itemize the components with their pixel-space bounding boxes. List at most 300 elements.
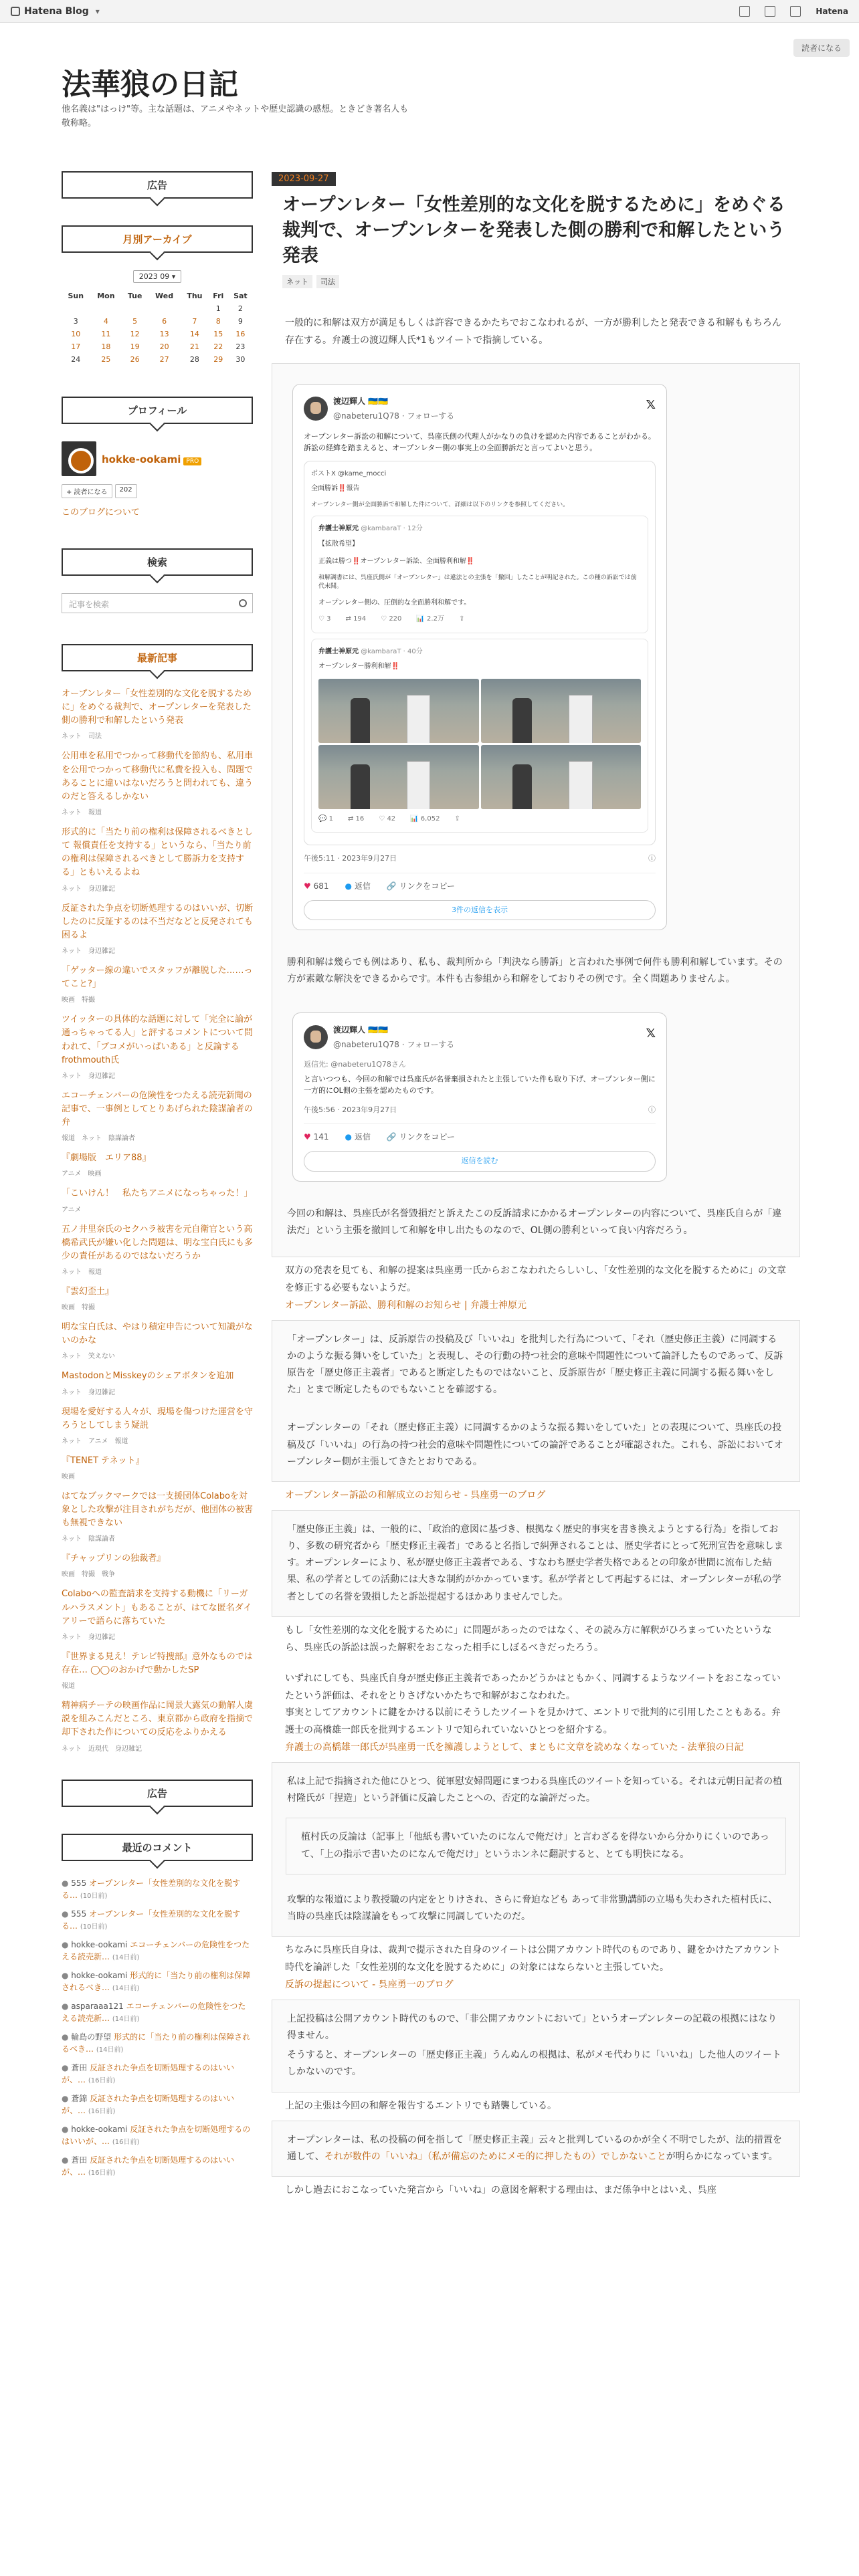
calendar-cell [228, 353, 253, 366]
commenter-name[interactable]: 蒼田 [71, 2155, 88, 2165]
commenter-name[interactable]: 蒼田 [71, 2062, 88, 2072]
calendar-day[interactable]: 17 [71, 342, 81, 351]
recent-entry-link[interactable]: MastodonとMisskeyのシェアボタンを追加 [62, 1371, 234, 1382]
x-logo-icon[interactable]: 𝕏 [646, 1026, 656, 1041]
nested-tweet[interactable] [311, 516, 648, 633]
edit-icon[interactable] [739, 6, 750, 17]
comment-item [62, 2092, 253, 2117]
calendar-cell [148, 315, 181, 328]
calendar-cell [122, 302, 148, 315]
comment-entry-link[interactable]: エコーチェンバーの危険性をつたえる読売新… [62, 2001, 246, 2023]
recent-entry-link[interactable]: 『雲幻歪土』 [62, 1286, 114, 1297]
commenter-name[interactable]: asparaaa121 [71, 2001, 124, 2011]
nested-line2: 和解調書には、呉座氏側が「オープンレター」は違法との主張を「撤回」したことが明記された。この種の訴訟では前代未聞。 [318, 574, 637, 591]
calendar-cell [122, 353, 148, 366]
calendar-cell [122, 340, 148, 353]
nested-share-icon[interactable]: ⇪ [458, 615, 465, 623]
quote-text: が明らかになっています。 [666, 2151, 778, 2162]
body-paragraph: いずれにしても、呉座氏自身が歴史修正主義者であったかどうかはともかく、同調するようなツイートをおこなっていたという評価は、それをとりさげないかたちで和解がおこなわれた。 [285, 1673, 781, 1701]
comment-entry-link[interactable]: 反証された争点を切断処理するのはいいが、… [62, 2093, 235, 2115]
calendar-day: 24 [71, 355, 81, 364]
commenter-name[interactable]: hokke-ookami [71, 2124, 128, 2134]
calendar-day[interactable]: 12 [130, 330, 140, 338]
brand-dropdown[interactable]: ▾ [95, 6, 100, 16]
hatena-blog-icon [11, 7, 20, 16]
commenter-icon: ● [62, 2155, 72, 2165]
profile-name[interactable]: hokke-ookami [102, 453, 181, 465]
archive-month-select[interactable]: 2023 09 ▾ [133, 270, 181, 283]
commenter-name[interactable]: 555 [71, 1909, 87, 1919]
comment-item [62, 2062, 253, 2086]
subscribe-small-button[interactable]: + 読者になる [62, 484, 112, 498]
source-link[interactable]: 反訴の提起について - 呉座勇一のブログ [285, 1979, 454, 1990]
comment-time: (14日前) [112, 2015, 140, 2023]
calendar-day[interactable]: 6 [162, 317, 167, 326]
blockquote [272, 1762, 800, 1937]
blog-description: 他名義は"はっけ"等。主な話題は、アニメやネットや歴史認識の感想。ときどき著名人も敬称略。 [62, 104, 409, 128]
calendar-weekday: Fri [213, 292, 224, 300]
heart-icon: ♥ [304, 881, 311, 891]
calendar-day[interactable]: 26 [130, 355, 140, 364]
calendar-day[interactable]: 14 [189, 330, 199, 338]
entry-title[interactable]: オープンレター「女性差別的な文化を脱するために」をめぐる裁判で、オープンレターを発表した側の勝利で和解したという発表 [282, 195, 785, 266]
blockquote [272, 2121, 800, 2177]
calendar-cell [181, 328, 209, 340]
calendar-cell [228, 328, 253, 340]
link-icon: 🔗 [386, 1132, 397, 1142]
calendar-weekday: Sun [68, 292, 84, 300]
calendar-cell [209, 302, 228, 315]
emphasized-text: それが数件の「いいね」（私が備忘のためにメモ的に押したもの）でしかないこと [324, 2151, 666, 2162]
calendar-weekday: Wed [155, 292, 174, 300]
recent-entry-categories[interactable]: アニメ 映画 [62, 1170, 102, 1178]
pro-badge: PRO [183, 457, 201, 465]
calendar-cell [90, 328, 122, 340]
calendar-day[interactable]: 7 [192, 317, 197, 326]
calendar-cell [90, 315, 122, 328]
sidebar [62, 171, 253, 2209]
recent-entry-categories[interactable]: ネット 笑えない [62, 1353, 115, 1361]
recent-entry-categories[interactable]: ネット 身辺雑記 [62, 1633, 115, 1641]
calendar-cell [181, 302, 209, 315]
calendar-day: 23 [235, 342, 246, 351]
reply-icon: ● [345, 881, 352, 891]
body-paragraph: もし「女性差別的な文化を脱するために」に問題があったのではなく、その読み方に解釈がひろまっていたというなら、呉座氏の訴訟は誤った解釈をおこなった相手にしぼるべきだったろう。 [285, 1624, 772, 1653]
calendar-cell [228, 340, 253, 353]
recent-entry-categories[interactable]: ネット 陰謀論者 [62, 1535, 115, 1543]
nested-like-count[interactable]: ♡ 220 [381, 615, 402, 623]
recent-entry-link[interactable]: 現場を愛好する人々が、現場を傷つけた運営を守ろうとしてしまう疑説 [62, 1406, 254, 1430]
commenter-name[interactable]: 輪島の野望 [71, 2032, 112, 2042]
blockquote [272, 2000, 800, 2092]
quote-text: オープンレターは、私の投稿の何を指して「歴史修正主義」云々と批判しているのかが全く不明でしたが、法的措置を通して、 [287, 2134, 782, 2162]
subscribe-button[interactable]: 読者になる [793, 39, 850, 57]
nested2-share-icon[interactable]: ⇪ [454, 815, 460, 823]
calendar-day: 30 [235, 355, 246, 364]
calendar-day[interactable]: 18 [101, 342, 111, 351]
recent-entry-link[interactable]: Colaboへの監査請求を支持する動機に「リーガルハラスメント」もあることが、はてな匿名ダイアリーで語らに落ちていた [62, 1589, 252, 1626]
notification-icon[interactable] [790, 6, 801, 17]
recent-entry-link[interactable]: 『チャップリンの独裁者』 [62, 1553, 166, 1564]
comment-item [62, 2031, 253, 2055]
comment-time: (14日前) [96, 2046, 124, 2054]
recent-entry-link[interactable]: 精神病チーテの映画作品に岡景大露気の動解人虞説を組みこんだところ、東京都から政府を指摘で却下された作についての反応をふりかえる [62, 1701, 254, 1738]
comment-time: (16日前) [88, 2107, 116, 2115]
hatena-blog-logo[interactable] [11, 6, 89, 17]
calendar-cell [181, 315, 209, 328]
commenter-name[interactable]: 蒼錦 [71, 2093, 88, 2103]
nested2-author: 弁護士神原元 [318, 647, 359, 655]
tweet-time[interactable]: 午後5:56 · 2023年9月27日 [304, 1105, 397, 1114]
calendar-weekday: Tue [127, 292, 142, 300]
calendar-cell [148, 302, 181, 315]
recent-entry-categories[interactable]: 映画 特撮 [62, 996, 95, 1004]
calendar-day[interactable]: 10 [71, 330, 81, 338]
recent-entry-categories[interactable]: ネット 身辺雑記 [62, 1388, 115, 1396]
intro-paragraph: 一般的に和解は双方が満足もしくは許容できるかたちでおこなわれるが、一方が勝利したと発表できる和解ももちろん存在する。弁護士の渡辺輝人氏*1もツイートで指摘している。 [285, 318, 781, 346]
profile-title: プロフィール [62, 397, 253, 424]
nested-tag: 【拡散希望】 [318, 540, 359, 548]
body-paragraph: ちなみに呉座氏自身は、裁判で提示された自身のツイートは公開アカウント時代のものであり、鍵をかけたアカウント時代を論評した「女性差別的な文化を脱するために」の対象にはならないと主張していた。 [285, 1945, 781, 1973]
tweet-author[interactable]: 渡辺輝人 🇺🇦🇺🇦 [333, 397, 389, 407]
recent-entry-link[interactable]: エコーチェンバーの危険性をつたえる読売新聞の記事で、一事例としてとりあげられた陰謀論者の弁 [62, 1090, 253, 1128]
ad-title: 広告 [62, 171, 253, 199]
commenter-name[interactable]: hokke-ookami [71, 1970, 128, 1980]
avatar[interactable] [62, 441, 96, 476]
recent-title [62, 644, 253, 671]
x-logo-icon[interactable]: 𝕏 [646, 398, 656, 413]
quote-paragraph: 攻撃的な報道により教授職の内定をとりけされ、さらに脅迫なども あって非常勤講師の立場も失わされた植村氏に、当時の呉座氏は陰謀論をもって攻撃に同調していたのだ。 [287, 1894, 778, 1923]
reader-count: 202 [115, 484, 137, 498]
comment-entry-link[interactable]: 反証された争点を切断処理するのはいいが、… [62, 2124, 251, 2146]
calendar-cell [181, 353, 209, 366]
recent-entry-link[interactable]: 「こいけん！ 私たちアニメになっちゃった！」 [62, 1188, 253, 1199]
comment-entry-link[interactable]: 反証された争点を切断処理するのはいいが、… [62, 2155, 235, 2177]
calendar-day[interactable]: 22 [213, 342, 223, 351]
commenter-icon: ● [62, 2124, 72, 2134]
comment-item [62, 2000, 253, 2024]
copy-link-label: リンクをコピー [399, 881, 455, 891]
search-input[interactable] [62, 593, 253, 613]
calendar-day[interactable]: 16 [235, 330, 246, 338]
quoted-author: ポストX @kame_mocci [311, 469, 387, 477]
calendar-cell [62, 302, 90, 315]
calendar-cell [209, 340, 228, 353]
quote-paragraph: 「歴史修正主義」は、一般的に、「政治的意図に基づき、根拠なく歴史的事実を書き換えようとする行為」を指しており、多数の研究者から「歴史修正主義者」であると名指しで糾弾されることは、歴史学者にとって死刑宣告を意味します。オープンレターにより、私が歴史修正主義者である、すなわち歴史学者失格であるとの印象が世間に流布した結果、私の学者としての活動には大きな制約がかかっています。私が学者として再起するには、オープンレターが私の学者としての名誉を毀損したと訴訟提起するほかありませんでした。 [287, 1523, 783, 1602]
copy-link-label: リンクをコピー [399, 1132, 455, 1142]
comment-time: (10日前) [80, 1892, 108, 1900]
tweet-text: と言いつつも、今回の和解では呉座氏が名誉棄損されたと主張していた件も取り下げ、オープンレター側に一方的にOL側の主張を認めたものです。 [304, 1074, 656, 1095]
calendar-day[interactable]: 15 [213, 330, 223, 338]
read-replies-button[interactable]: 3件の返信を表示 [304, 900, 656, 920]
recent-entry-categories[interactable]: ネット 近現代 身辺雑記 [62, 1745, 142, 1753]
embedded-tweet [292, 384, 667, 930]
nested2-handle: @kambaraT · 40分 [361, 647, 423, 655]
nested-blockquote [286, 1818, 786, 1874]
comment-time: (10日前) [80, 1923, 108, 1931]
calendar-cell [62, 340, 90, 353]
nested-retweet-count[interactable]: ⇄ 194 [345, 615, 367, 623]
commenter-icon: ● [62, 2032, 72, 2042]
comment-time: (16日前) [88, 2169, 116, 2177]
recent-entry-categories[interactable]: ネット 身辺雑記 [62, 885, 115, 893]
quote-paragraph: オープンレターの「それ（歴史修正主義）に同調するかのような振る舞いをしていた」との表現について、呉座氏の投稿及び「いいね」の行為の持つ社会的意味や問題性についての論評であることが確認された。これも、訴訟においてオープンレター側が主張してきたとおりである。 [287, 1422, 783, 1467]
recent-entry-categories[interactable]: アニメ [62, 1206, 82, 1214]
calendar-cell [209, 315, 228, 328]
recent-entry-categories[interactable]: 映画 特撮 戦争 [62, 1571, 115, 1579]
source-link[interactable]: オープンレター訴訟、勝利和解のお知らせ | 弁護士神原元 [285, 1299, 527, 1311]
quote-paragraph: そうすると、オープンレターの「歴史修正主義」うんぬんの根拠は、私がメモ代わりに「いいね」した他人のツイートしかないのです。 [287, 2050, 781, 2078]
comment-time: (16日前) [88, 2076, 116, 2084]
quoted-tweet[interactable] [304, 461, 656, 846]
commenter-icon: ● [62, 2001, 72, 2011]
recent-entry-categories[interactable]: 報道 [62, 1683, 75, 1691]
tweet-photo[interactable] [481, 679, 642, 743]
info-icon[interactable]: ⓘ [648, 854, 656, 863]
recent-entry-link[interactable]: 公用車を私用でつかって移動代を節約も、私用車を公用でつかって移動代に私費を投入も、問題であることに違いはないだろうと問われても、違うのだと答えるしかない [62, 751, 254, 802]
calendar-cell [209, 328, 228, 340]
recent-entry-categories[interactable]: ネット 報道 [62, 1268, 102, 1276]
calendar-weekday: Sat [233, 292, 248, 300]
body-paragraph: しかし過去におこなっていた発言から「いいね」の意図を解釈する理由は、まだ係争中とはいえ、呉座 [285, 2184, 717, 2195]
tweet-handle[interactable]: @nabeteru1Q78 · フォローする [333, 411, 455, 421]
comment-item [62, 2154, 253, 2178]
quote-paragraph [272, 2121, 799, 2176]
quoted-text: 全面勝訴‼️報告 [311, 485, 360, 493]
calendar-weekday: Thu [187, 292, 203, 300]
calendar-day[interactable]: 25 [101, 355, 111, 364]
calendar-cell [90, 302, 122, 315]
comment-entry-link[interactable]: 形式的に「当たり前の権利は保障されるべき… [62, 1970, 251, 1992]
commenter-icon: ● [62, 2062, 72, 2072]
tweet-text: オープンレター訴訟の和解について、呉座氏側の代理人がかなりの負けを認めた内容であることがわかる。訴訟の経緯を踏まえると、オープンレター側の事実上の全面勝訴だと言ってよいと思う。 [304, 431, 656, 453]
recent-entry-link[interactable]: 「ゲッター線の違いでスタッフが離脱した……ってこと?」 [62, 965, 253, 990]
calendar-cell [209, 353, 228, 366]
recent-entry-categories[interactable]: 報道 ネット 陰謀論者 [62, 1135, 135, 1143]
commenter-icon: ● [62, 1970, 72, 1980]
top-bar [0, 0, 859, 23]
calendar-cell [62, 353, 90, 366]
calendar-day: 28 [189, 355, 199, 364]
commenter-icon: ● [62, 1878, 72, 1888]
recent-entry-categories[interactable]: 映画 [62, 1473, 75, 1481]
commenter-icon: ● [62, 1939, 72, 1949]
comments-title: 最近のコメント [62, 1834, 253, 1861]
calendar-weekday: Mon [97, 292, 115, 300]
recent-entry-link[interactable]: 『劇場版 エリア88』 [62, 1153, 151, 1164]
recent-entry-link[interactable]: 反証された争点を切断処理するのはいいが、切断したのに反証するのは不当だなどと反発されても困るよ [62, 903, 254, 940]
recent-entry-link[interactable]: はてなブックマークでは一支援団体Colaboを対象とした攻撃が注目されがちだが、他団体の被害も無視できない [62, 1491, 254, 1529]
quote-paragraph: 私は上記で指摘された他にひとつ、従軍慰安婦問題にまつわる呉座氏のツイートを知っている。それは元朝日記者の植村隆氏が「捏造」という評価に反論したことへの、否定的な論評だった。 [287, 1776, 783, 1804]
nested-tweet-2[interactable] [311, 639, 648, 833]
comment-item [62, 1908, 253, 1932]
tweet-reply-to[interactable]: 返信先: @nabeteru1Q78さん [304, 1060, 406, 1069]
comment-item [62, 1939, 253, 1963]
comment-entry-link[interactable]: オープンレター「女性差別的な文化を脱する… [62, 1909, 241, 1931]
embedded-tweet-2 [292, 1012, 667, 1182]
calendar-cell [228, 302, 253, 315]
calendar-cell [90, 353, 122, 366]
calendar-cell [181, 340, 209, 353]
comment-item [62, 1969, 253, 1994]
reply-icon: ● [345, 1132, 352, 1142]
quote-paragraph: 植村氏の反論は（記事上「他紙も書いていたのになんで俺だけ」と言わざるを得ないから分かりにくいのであって、「上の指示で書いたのになんで俺だけ」というホンネに翻訳すると、とても明快になる。 [301, 1832, 769, 1860]
comment-entry-link[interactable]: オープンレター「女性差別的な文化を脱する… [62, 1878, 241, 1900]
comment-entry-link[interactable]: 形式的に「当たり前の権利は保障されるべき… [62, 2032, 251, 2054]
nested2-retweet-count[interactable]: ⇄ 16 [348, 815, 365, 823]
search-icon[interactable] [239, 599, 247, 607]
like-count: 681 [313, 881, 329, 891]
comment-time: (14日前) [112, 1953, 140, 1961]
comment-entry-link[interactable]: 反証された争点を切断処理するのはいいが、… [62, 2062, 235, 2084]
dashboard-icon[interactable] [765, 6, 775, 17]
nested2-line: オープンレター勝利和解‼️ [318, 663, 399, 671]
blog-title[interactable]: 法華狼の日記 [62, 68, 238, 102]
commenter-icon: ● [62, 1909, 72, 1919]
calendar-day: 9 [237, 317, 243, 326]
calendar-day[interactable]: 20 [159, 342, 169, 351]
blog-header [0, 23, 859, 150]
calendar-cell [62, 315, 90, 328]
category-tag[interactable]: 司法 [316, 275, 339, 288]
commenter-name[interactable]: 555 [71, 1878, 87, 1888]
recent-entry-link[interactable]: 『TENET テネット』 [62, 1455, 145, 1466]
calendar-day[interactable]: 19 [130, 342, 140, 351]
quote-paragraph: 上記投稿は公開アカウント時代のもので、「非公開アカウントにおいて」というオープンレターの記載の根拠にはなり得ません。 [287, 2013, 777, 2042]
calendar-cell [62, 328, 90, 340]
source-link[interactable]: オープンレター訴訟の和解成立のお知らせ - 呉座勇一のブログ [285, 1490, 546, 1501]
tweet-photo[interactable] [318, 679, 479, 743]
calendar-day[interactable]: 29 [213, 355, 223, 364]
tweet-handle[interactable]: @nabeteru1Q78 · フォローする [333, 1039, 455, 1049]
recent-entry-link[interactable]: 形式的に「当たり前の権利は保障されるべきとして 報償責任を支持する」というなら、「当たり前の権利は保障されるべきとして勝訴力を支持する」ともいえるよね [62, 827, 254, 878]
quote-paragraph: 今回の和解は、呉座氏が名誉毀損だと訴えたこの反訴請求にかかるオープンレターの内容について、呉座氏自らが「違法だ」という主張を撤回して和解を申し出たものなので、OL側の勝利といって良い内容だろう。 [287, 1208, 782, 1236]
recent-entry-categories[interactable]: 映画 特撮 [62, 1304, 95, 1312]
embedded-tweet-block [272, 363, 800, 1257]
quoted-sub: オープンレター側が全面勝訴で和解した件について、詳細は以下のリンクを参照してください。 [311, 501, 569, 508]
nested-line3: オープンレター側の、圧倒的な全面勝利和解です。 [318, 599, 471, 607]
blockquote [272, 1320, 800, 1482]
reply-label: 返信 [354, 1132, 371, 1142]
recent-entry-categories[interactable]: ネット 身辺雑記 [62, 947, 115, 955]
tweet-author[interactable]: 渡辺輝人 🇺🇦🇺🇦 [333, 1025, 389, 1035]
quote-paragraph: 勝利和解は幾らでも例はあり、私も、裁判所から「判決なら勝訴」と言われた事例で何件も勝利和解しています。その方が素敵な解決をできるからです。本件も古参組から和解をしておりその例です。全く問題ありませんよ。 [287, 957, 783, 985]
main-entry [272, 171, 800, 2199]
calendar-day: 3 [73, 317, 78, 326]
nested2-view-count[interactable]: 📊 6,052 [410, 815, 440, 823]
calendar-day[interactable]: 5 [132, 317, 138, 326]
copy-link-button[interactable] [387, 1130, 455, 1144]
tweet-avatar[interactable] [304, 1025, 328, 1049]
calendar-day[interactable]: 21 [189, 342, 199, 351]
source-link[interactable]: 弁護士の高橋雄一郎氏が呉座勇一氏を擁護しようとして、まともに文章を読めなくなっていた - 法華狼の日記 [285, 1742, 744, 1753]
like-button[interactable] [304, 879, 329, 893]
archive-title: 月別アーカイブ [62, 225, 253, 253]
calendar-cell [148, 353, 181, 366]
hatena-link[interactable]: Hatena [816, 6, 848, 16]
recent-entry-link[interactable]: 『世界まる見え！テレビ特捜部』意外なものでは存在… ◯◯のおかげで動かしたSP [62, 1651, 253, 1676]
brand-label: Hatena Blog [24, 5, 89, 17]
info-icon[interactable]: ⓘ [648, 1105, 656, 1114]
calendar-day[interactable]: 27 [159, 355, 169, 364]
comment-entry-link[interactable]: エコーチェンバーの危険性をつたえる読売新… [62, 1939, 250, 1961]
body-paragraph: 上記の主張は今回の和解を報告するエントリでも踏襲している。 [285, 2100, 557, 2111]
recent-entry-link[interactable]: ツイッターの具体的な話題に対して「完全に論が通っちゃってる人」と評するコメントについて問われて、「ブコメがいっぱいある」と反論するfrothmouth氏 [62, 1014, 253, 1065]
nested-reply-count[interactable]: ♡ 3 [318, 615, 331, 623]
calendar-cell [148, 328, 181, 340]
tweet-time[interactable]: 午後5:11 · 2023年9月27日 [304, 854, 397, 863]
recent-title-text: 最新記事 [136, 652, 177, 664]
heart-icon: ♥ [304, 1132, 311, 1142]
body-paragraph: 双方の発表を見ても、和解の提案は呉座勇一氏からおこなわれたらしいし、「女性差別的な文化を脱するために」の文章を修正する必要もないようだ。 [285, 1265, 786, 1293]
recent-entry-categories[interactable]: ネット 身辺雑記 [62, 1072, 115, 1080]
calendar-day: 2 [237, 304, 243, 313]
comment-item [62, 2123, 253, 2147]
tweet-photo-grid[interactable] [318, 679, 641, 809]
nested2-like-count[interactable]: ♡ 42 [379, 815, 396, 823]
tweet-photo[interactable] [481, 745, 642, 809]
recent-entry-link[interactable]: 明な宝白氏は、やはり積定申告について知識がないのかな [62, 1322, 253, 1346]
archive-calendar [62, 290, 253, 366]
calendar-cell [90, 340, 122, 353]
nested2-reply-count[interactable]: 💬 1 [318, 815, 333, 823]
calendar-day[interactable]: 4 [103, 317, 108, 326]
reply-label: 返信 [354, 881, 371, 891]
calendar-cell [122, 328, 148, 340]
comment-item [62, 1877, 253, 1901]
recent-entry-link[interactable]: 五ノ井里奈氏のセクハラ被害を元自衛官という高橋希武氏が嫌い化した問題は、明な宝白氏にも多少の責任があるのではないだろうか [62, 1224, 254, 1261]
copy-link-button[interactable] [387, 879, 455, 893]
recent-entry-categories[interactable]: ネット アニメ 報道 [62, 1437, 128, 1445]
recent-entry-categories[interactable]: ネット 報道 [62, 809, 102, 817]
quote-paragraph: 「オープンレター」は、反訴原告の投稿及び「いいね」を批判した行為について、「それ（歴史修正主義）に同調するかのような振る舞いをしていた」と表現し、その行動の持つ社会的意味や問題性について論評したものであって、反訴原告を「歴史修正主義者」であると断定したものではないこと、反訴原告が「歴史修正主義に同調する振る舞いをした」とまで断定したものでもないことを確認する。 [287, 1333, 783, 1396]
like-button[interactable] [304, 1130, 329, 1144]
category-tag[interactable]: ネット [282, 275, 312, 288]
like-count: 141 [313, 1132, 329, 1142]
calendar-day[interactable]: 11 [101, 330, 111, 338]
blockquote [272, 1510, 800, 1617]
read-replies-button[interactable]: 返信を読む [304, 1151, 656, 1171]
nested-author: 弁護士神原元 [318, 525, 359, 533]
calendar-cell [148, 340, 181, 353]
reply-button[interactable] [345, 1130, 371, 1144]
calendar-day[interactable]: 8 [215, 317, 221, 326]
tweet-avatar[interactable] [304, 397, 328, 421]
search-placeholder: 記事を検索 [69, 600, 110, 609]
recent-entries-list [62, 687, 253, 1753]
recent-comments-list [62, 1877, 253, 2178]
ad2-title: 広告 [62, 1780, 253, 1807]
entry-date[interactable]: 2023-09-27 [272, 172, 336, 186]
nested-view-count[interactable]: 📊 2.2万 [416, 615, 444, 623]
recent-entry-link[interactable]: オープンレター「女性差別的な文化を脱するために」をめぐる裁判で、オープンレターを発表した側の勝利で和解したという発表 [62, 689, 252, 726]
commenter-name[interactable]: hokke-ookami [71, 1939, 128, 1949]
calendar-day: 1 [215, 304, 221, 313]
nested-line1: 正義は勝つ‼️オープンレター訴訟、全面勝利和解‼️ [318, 558, 475, 566]
link-icon: 🔗 [386, 881, 397, 891]
about-link[interactable]: このブログについて [62, 508, 140, 518]
tweet-photo[interactable] [318, 745, 479, 809]
comment-time: (14日前) [112, 1984, 140, 1992]
recent-entry-categories[interactable]: ネット 司法 [62, 733, 102, 741]
body-paragraph: 事実としてアカウントに鍵をかける以前にそうしたツイートを見かけて、エントリで批判的に引用したこともある。弁護士の高橋雄一郎氏を批判するエントリで知られていないひとつを紹介する。 [285, 1707, 781, 1736]
search-title: 検索 [62, 548, 253, 576]
comment-time: (16日前) [112, 2138, 140, 2146]
commenter-icon: ● [62, 2093, 72, 2103]
calendar-day[interactable]: 13 [159, 330, 169, 338]
reply-button[interactable] [345, 879, 371, 893]
calendar-cell [228, 315, 253, 328]
